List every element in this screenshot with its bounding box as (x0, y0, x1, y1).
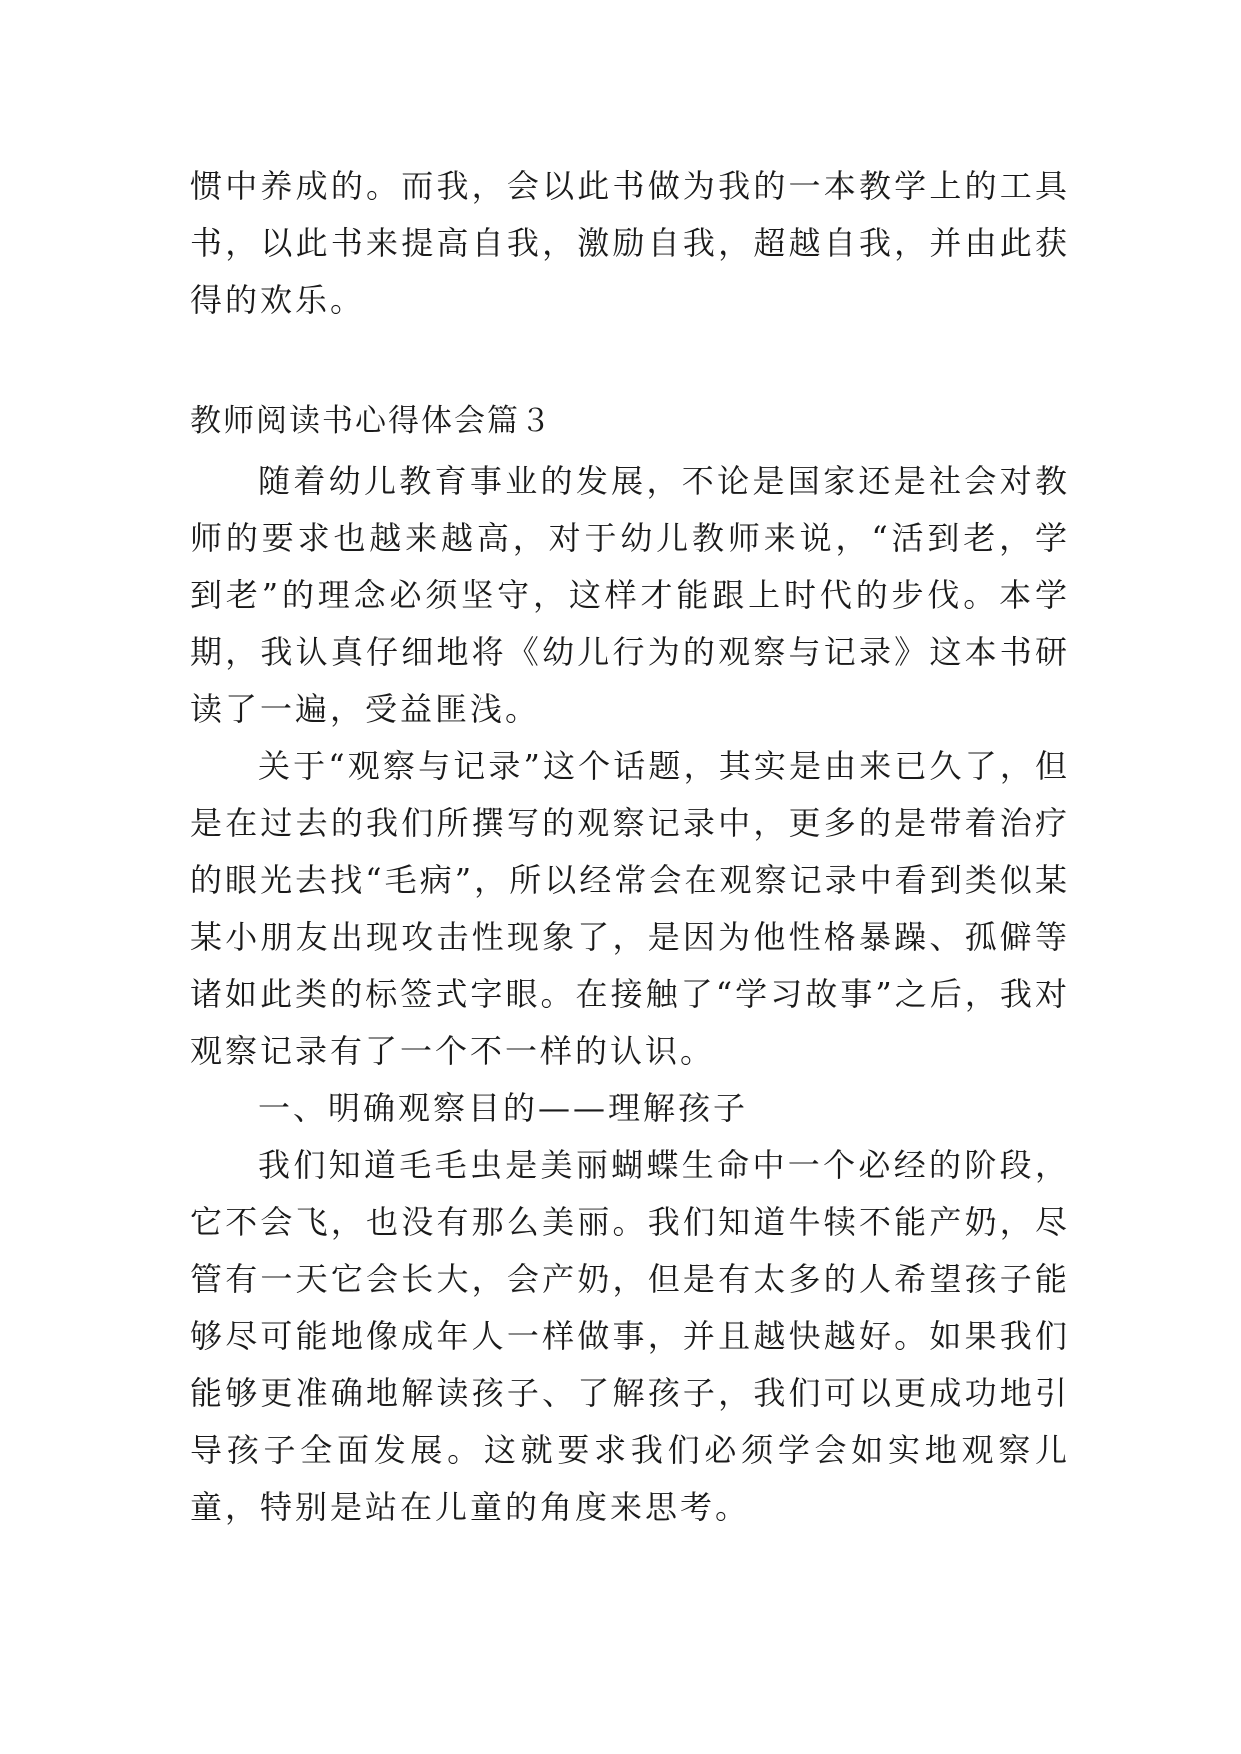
paragraph-3: 我们知道毛毛虫是美丽蝴蝶生命中一个必经的阶段，它不会飞，也没有那么美丽。我们知道牛犊不能产奶，尽管有一天它会长大，会产奶，但是有太多的人希望孩子能够尽可能地像成年人一样做事，并且越快越好。如果我们能够更准确地解读孩子、了解孩子，我们可以更成功地引导孩子全面发展。这就要求我们必须学会如实地观察儿童，特别是站在儿童的角度来思考。 (190, 1146, 1070, 1526)
paragraph-1: 随着幼儿教育事业的发展，不论是国家还是社会对教师的要求也越来越高，对于幼儿教师来说，“活到老，学到老”的理念必须坚守，这样才能跟上时代的步伐。本学期，我认真仔细地将《幼儿行为的观察与记录》这本书研读了一遍，受益匪浅。 (190, 462, 1070, 728)
paragraph-2: 关于“观察与记录”这个话题，其实是由来已久了，但是在过去的我们所撰写的观察记录中，更多的是带着治疗的眼光去找“毛病”，所以经常会在观察记录中看到类似某某小朋友出现攻击性现象了，是因为他性格暴躁、孤僻等诸如此类的标签式字眼。在接触了“学习故事”之后，我对观察记录有了一个不一样的认识。 (190, 747, 1070, 1070)
continued-paragraph: 惯中养成的。而我，会以此书做为我的一本教学上的工具书，以此书来提高自我，激励自我，超越自我，并由此获得的欢乐。 (190, 167, 1070, 319)
subheading-1: 一、明确观察目的——理解孩子 (258, 1089, 749, 1127)
continued-text-block (190, 158, 1070, 329)
section-block (190, 393, 1070, 1536)
section-title: 教师阅读书心得体会篇３ (190, 403, 553, 439)
